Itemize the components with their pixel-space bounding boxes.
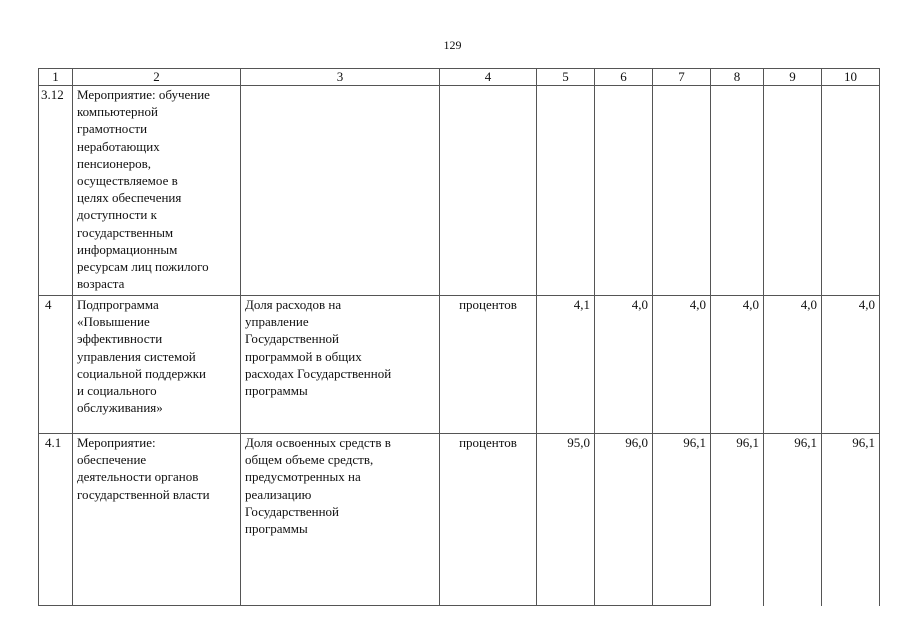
row-id: 3.12 bbox=[39, 86, 73, 296]
row-value bbox=[595, 86, 653, 296]
column-header: 3 bbox=[241, 69, 440, 86]
row-value: 96,1 bbox=[764, 434, 822, 606]
row-value: 95,0 bbox=[537, 434, 595, 606]
row-id: 4 bbox=[39, 296, 73, 434]
row-indicator: Доля расходов на управление Государственной программой в общих расходах Государственной программы bbox=[241, 296, 440, 434]
column-header: 6 bbox=[595, 69, 653, 86]
row-value: 96,0 bbox=[595, 434, 653, 606]
row-value: 4,0 bbox=[822, 296, 880, 434]
column-header: 1 bbox=[39, 69, 73, 86]
row-value: 96,1 bbox=[822, 434, 880, 606]
row-value: 4,0 bbox=[764, 296, 822, 434]
table-row bbox=[39, 434, 880, 606]
row-value: 4,1 bbox=[537, 296, 595, 434]
table-row bbox=[39, 296, 880, 434]
column-header: 9 bbox=[764, 69, 822, 86]
column-header: 2 bbox=[73, 69, 241, 86]
indicators-table bbox=[38, 68, 880, 606]
row-name: Мероприятие: обеспечение деятельности органов государственной власти bbox=[73, 434, 241, 606]
page-number: 129 bbox=[443, 38, 462, 52]
row-value: 4,0 bbox=[711, 296, 764, 434]
row-value: 96,1 bbox=[711, 434, 764, 606]
row-name: Подпрограмма «Повышение эффективности управления системой социальной поддержки и социального обслуживания» bbox=[73, 296, 241, 434]
column-header: 4 bbox=[440, 69, 537, 86]
row-value: 96,1 bbox=[653, 434, 711, 606]
row-indicator bbox=[241, 86, 440, 296]
row-value: 4,0 bbox=[595, 296, 653, 434]
row-unit bbox=[440, 86, 537, 296]
column-header: 5 bbox=[537, 69, 595, 86]
row-value bbox=[537, 86, 595, 296]
row-value: 4,0 bbox=[653, 296, 711, 434]
column-header: 8 bbox=[711, 69, 764, 86]
row-indicator: Доля освоенных средств в общем объеме средств, предусмотренных на реализацию Государственной программы bbox=[241, 434, 440, 606]
column-header: 10 bbox=[822, 69, 880, 86]
row-value bbox=[822, 86, 880, 296]
table-row bbox=[39, 86, 880, 296]
row-unit: процентов bbox=[440, 434, 537, 606]
table-header-row bbox=[39, 69, 880, 86]
row-value bbox=[653, 86, 711, 296]
row-name: Мероприятие: обучение компьютерной грамотности неработающих пенсионеров, осуществляемое в целях обеспечения доступности к государственным информационным ресурсам лиц пожилого возраста bbox=[73, 86, 241, 296]
row-value bbox=[711, 86, 764, 296]
row-unit: процентов bbox=[440, 296, 537, 434]
row-id: 4.1 bbox=[39, 434, 73, 606]
column-header: 7 bbox=[653, 69, 711, 86]
row-value bbox=[764, 86, 822, 296]
